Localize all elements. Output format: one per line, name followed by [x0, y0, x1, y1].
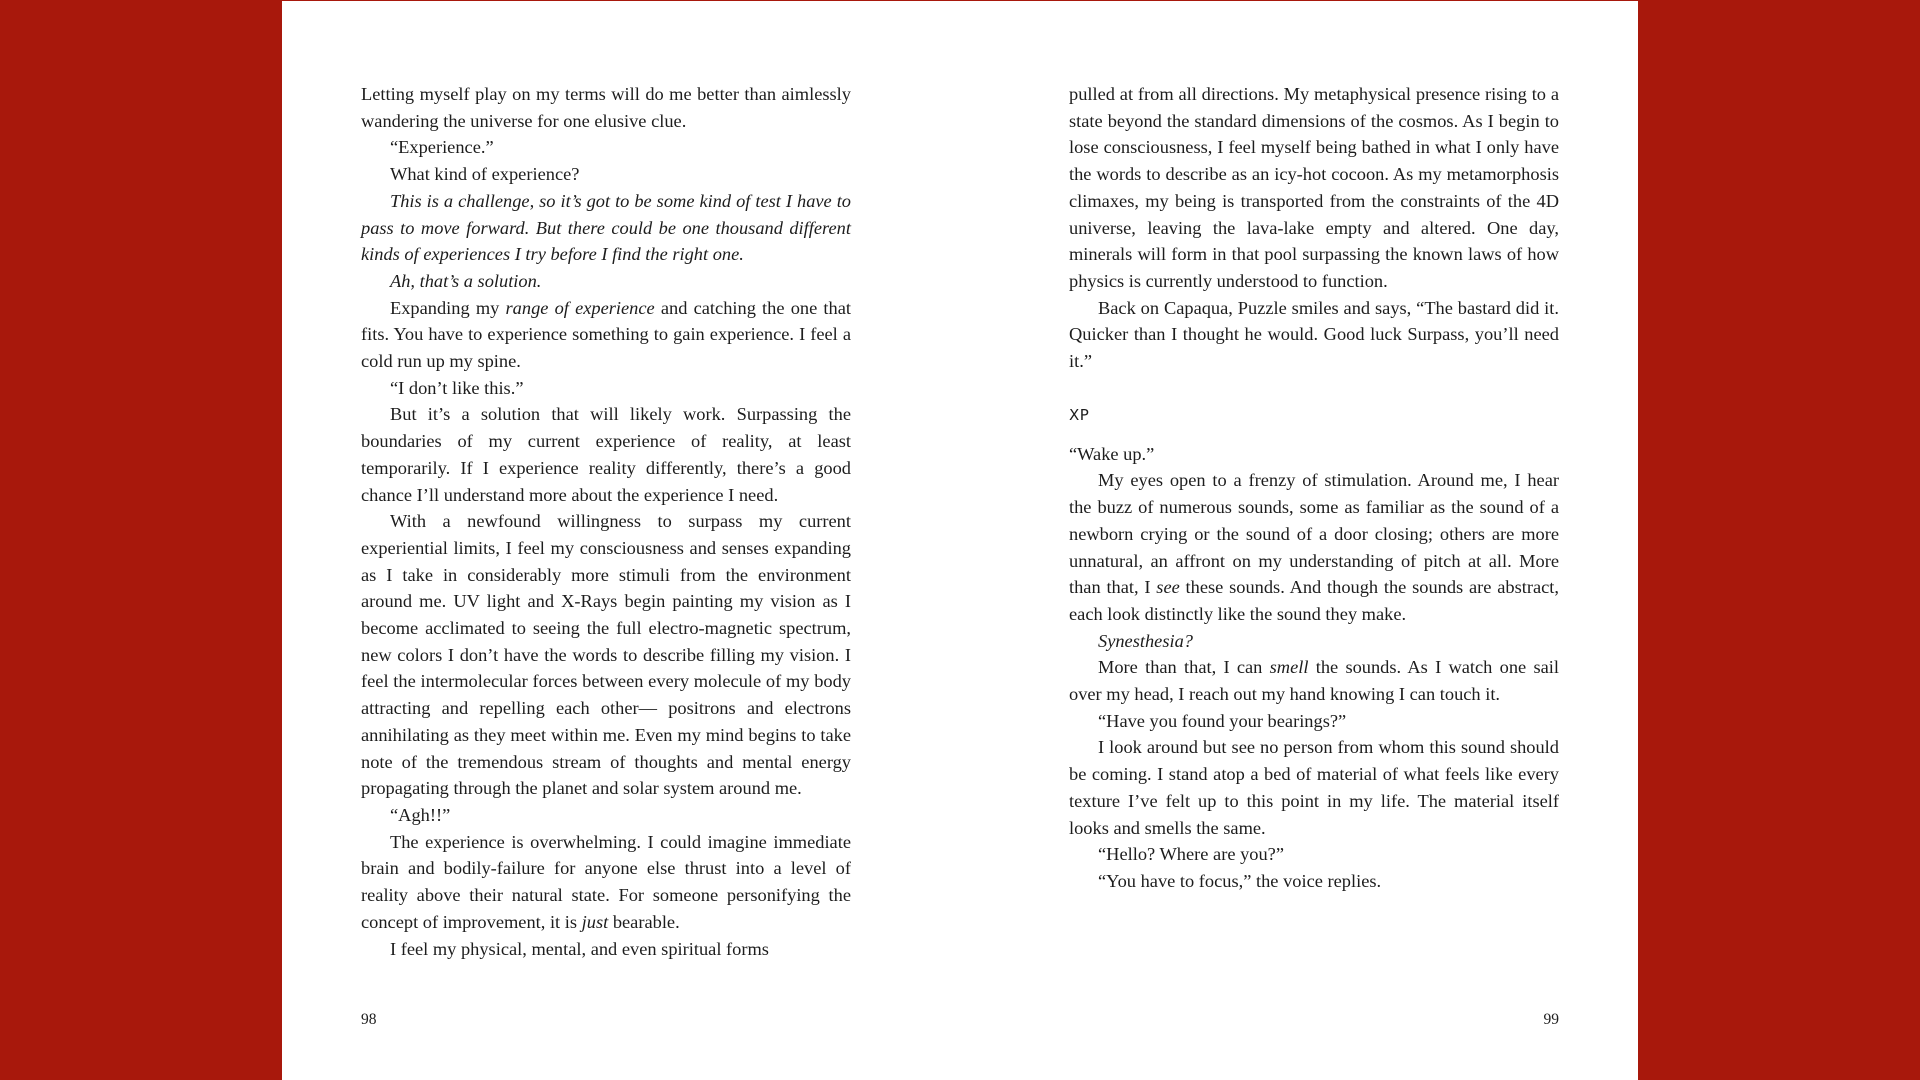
paragraph — [361, 161, 851, 188]
text-run: My eyes open to a frenzy of stimulation. Around me, I hear the buzz of numerous sounds, some as familiar as the sound of a newborn crying or the sound of a door closing; others are more unnatural, an affront on my understanding of pitch at all. More than that, I — [1069, 470, 1559, 598]
text-run: “Have you found your bearings?” — [1098, 710, 1347, 731]
text-run: This is a challenge, so it’s got to be some kind of test I have to pass to move forward. But there could be one thousand different kinds of experiences I try before I find the right one. — [361, 190, 851, 265]
paragraph — [361, 268, 851, 295]
paragraph — [361, 81, 851, 134]
text-run: “You have to focus,” the voice replies. — [1098, 870, 1382, 891]
right-page-text-before-section — [1069, 81, 1559, 375]
text-run: Expanding my — [390, 297, 506, 318]
paragraph — [361, 375, 851, 402]
paragraph — [1069, 708, 1559, 735]
paragraph — [1069, 81, 1559, 295]
paragraph — [1069, 441, 1559, 468]
text-run: I look around but see no person from whom this sound should be coming. I stand atop a bed of material of what feels like every texture I’ve felt up to this point in my life. The material itself looks and smells the same. — [1069, 737, 1559, 838]
text-run: Letting myself play on my terms will do me better than aimlessly wandering the universe for one elusive clue. — [361, 84, 851, 131]
text-run: I feel my physical, mental, and even spiritual forms — [390, 938, 769, 959]
left-page-body — [361, 81, 851, 962]
text-run: “Wake up.” — [1069, 443, 1155, 464]
text-run: More than that, I can — [1098, 657, 1270, 678]
paragraph — [361, 134, 851, 161]
text-run: What kind of experience? — [390, 164, 580, 185]
text-run: pulled at from all directions. My metaphysical presence rising to a state beyond the standard dimensions of the cosmos. As I begin to lose consciousness, I feel myself being bathed in what I only have the words to describe as an icy-hot cocoon. As my metamorphosis climaxes, my being is transported from the constraints of the 4D universe, leaving the lava-lake empty and altered. One day, minerals will form in that pool surpassing the known laws of how physics is currently understood to function. — [1069, 84, 1559, 291]
text-run: these sounds. And though the sounds are abstract, each look distinctly like the sound they make. — [1069, 577, 1559, 624]
text-run: “Experience.” — [390, 137, 494, 158]
text-run: “Agh!!” — [390, 804, 451, 825]
text-run: bearable. — [608, 911, 680, 932]
paragraph — [361, 401, 851, 508]
emphasized-text: just — [581, 911, 609, 932]
text-run: With a newfound willingness to surpass my current experiential limits, I feel my consciousness and senses expanding as I take in considerably more stimuli from the environment around me. UV light and X-Rays begin painting my vision as I become acclimated to seeing the full electro-magnetic spectrum, new colors I don’t have the words to describe filling my vision. I feel the intermolecular forces between every molecule of my body attracting and repelling each other— positrons and electrons annihilating as they meet within me. Even my mind begins to take note of the tremendous stream of thoughts and mental energy propagating through the planet and solar system around me. — [361, 511, 851, 799]
paragraph — [361, 295, 851, 375]
paragraph — [1069, 654, 1559, 707]
text-run: The experience is overwhelming. I could imagine immediate brain and bodily-failure for anyone else thrust into a level of reality above their natural state. For someone personifying the concept of improvement, it is — [361, 831, 851, 932]
text-run: “I don’t like this.” — [390, 377, 524, 398]
page-number-right: 99 — [1543, 1011, 1559, 1028]
text-run: and catching the one that fits. You have to experience something to gain experience. I feel a cold run up my spine. — [361, 297, 851, 372]
right-page-text-after-section — [1069, 441, 1559, 895]
text-run: “Hello? Where are you?” — [1098, 844, 1285, 865]
paragraph — [361, 508, 851, 802]
emphasized-text: range of experience — [505, 297, 655, 318]
paragraph — [361, 188, 851, 268]
paragraph — [1069, 868, 1559, 895]
paragraph — [1069, 467, 1559, 627]
paragraph — [1069, 841, 1559, 868]
paragraph — [1069, 295, 1559, 375]
section-heading: XP — [1069, 405, 1090, 424]
text-run: Ah, that’s a solution. — [390, 270, 542, 291]
paragraph — [1069, 628, 1559, 655]
right-page-body — [1069, 81, 1559, 895]
page-number-left: 98 — [361, 1011, 377, 1028]
emphasized-text: see — [1156, 577, 1180, 598]
text-run: But it’s a solution that will likely work. Surpassing the boundaries of my current experience of reality, at least temporarily. If I experience reality differently, there’s a good chance I’ll understand more about the experience I need. — [361, 404, 851, 505]
paragraph — [1069, 734, 1559, 841]
paragraph — [361, 829, 851, 936]
emphasized-text: smell — [1269, 657, 1309, 678]
text-run: the sounds. As I watch one sail over my head, I reach out my hand knowing I can touch it. — [1069, 657, 1559, 705]
text-run: Synesthesia? — [1098, 630, 1193, 651]
text-run: Back on Capaqua, Puzzle smiles and says, “The bastard did it. Quicker than I thought he would. Good luck Surpass, you’ll need it.” — [1069, 297, 1559, 372]
book-spread — [282, 1, 1638, 1080]
paragraph — [361, 802, 851, 829]
paragraph — [361, 936, 851, 963]
